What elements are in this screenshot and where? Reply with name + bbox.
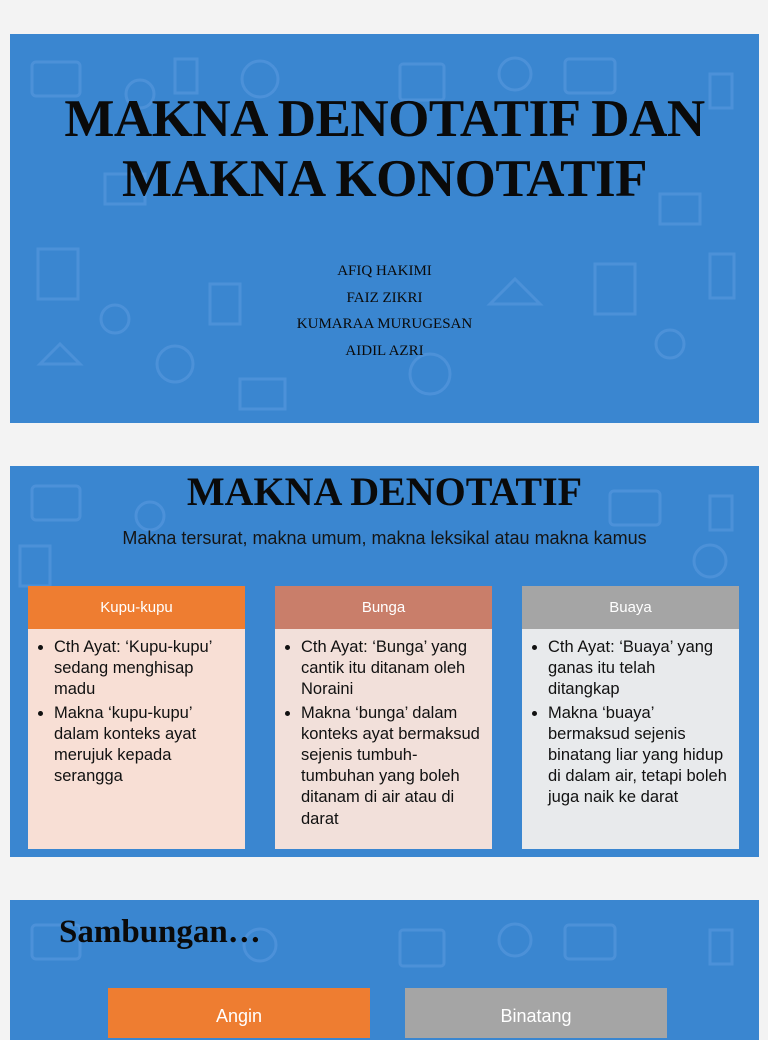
author-list xyxy=(10,258,759,364)
author-name: AFIQ HAKIMI xyxy=(337,263,432,279)
category-header-binatang: Binatang xyxy=(405,988,667,1038)
example-card-bunga xyxy=(275,586,492,849)
author-name: KUMARAA MURUGESAN xyxy=(296,316,473,332)
section-title: Sambungan… xyxy=(59,914,261,950)
denotatif-slide xyxy=(10,466,759,857)
card-body xyxy=(275,629,492,849)
author-name: FAIZ ZIKRI xyxy=(346,289,423,306)
presentation-title: MAKNA DENOTATIF DAN MAKNA KONOTATIF xyxy=(64,90,705,208)
card-bullet: • Cth Ayat: ‘Bunga’ yang cantik itu ditanam oleh Noraini xyxy=(301,637,484,701)
example-card-kupu-kupu xyxy=(28,586,245,849)
card-header: Bunga xyxy=(275,586,492,629)
category-header-angin: Angin xyxy=(108,988,370,1038)
card-bullet: • Cth Ayat: ‘Kupu-kupu’ sedang menghisap madu xyxy=(54,637,237,701)
card-header: Kupu-kupu xyxy=(28,586,245,629)
card-bullet: • Makna ‘kupu-kupu’ dalam konteks ayat merujuk kepada serangga xyxy=(54,703,237,788)
card-bullet: • Makna ‘bunga’ dalam konteks ayat bermaksud sejenis tumbuh-tumbuhan yang boleh ditanam di air atau di darat xyxy=(301,703,484,830)
card-body xyxy=(522,629,739,849)
title-slide xyxy=(10,34,759,423)
section-title: MAKNA DENOTATIF xyxy=(186,469,583,514)
card-bullet: • Cth Ayat: ‘Buaya’ yang ganas itu telah ditangkap xyxy=(548,637,731,701)
section-subtitle: Makna tersurat, makna umum, makna leksikal atau makna kamus xyxy=(122,528,647,548)
continuation-slide xyxy=(10,900,759,1040)
card-bullet: • Makna ‘buaya’ bermaksud sejenis binatang liar yang hidup di dalam air, tetapi boleh juga naik ke darat xyxy=(548,703,731,809)
card-header: Buaya xyxy=(522,586,739,629)
example-card-buaya xyxy=(522,586,739,849)
author-name: AIDIL AZRI xyxy=(345,342,424,359)
card-body xyxy=(28,629,245,849)
